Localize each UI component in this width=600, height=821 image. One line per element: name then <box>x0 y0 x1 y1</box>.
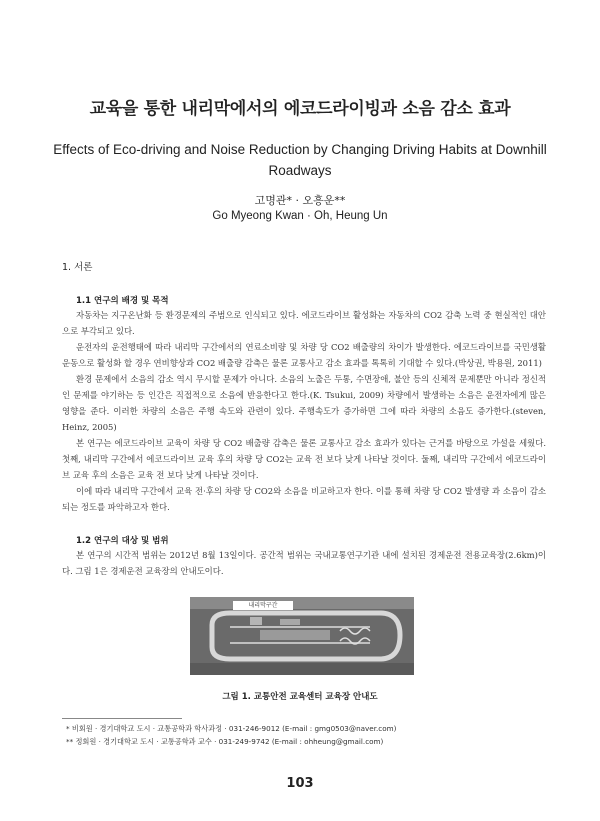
paragraph: 환경 문제에서 소음의 감소 역시 무시할 문제가 아니다. 소음의 노출은 두통, 수면장애, 불안 등의 신체적 문제뿐만 아니라 정신적인 문제를 야기하는 등 인간은 직접적으로 소음에 반응한다고 한다.(K. Tsukui, 2009) 차량에서 발생하는 소음은 운전자에게 많은 영향을 준다. 이러한 차량의 소음은 주행 속도와 관련이 있다. 주행속도가 증가하면 그에 따라 차량의 소음도 증가한다.(steven, Heinz, 2005) <box>62 374 546 432</box>
training-course-aerial-photo <box>190 597 414 675</box>
paragraph: 본 연구는 에코드라이브 교육이 차량 당 CO2 배출량 감축은 물론 교통사고 감소 효과가 있다는 근거를 바탕으로 가설을 세웠다. 첫째, 내리막 구간에서 에코드라이브 교육 후의 차량 당 CO2는 교육 전 보다 낮게 나타날 것이다. 둘째, 내리막 구간에서 에코드라이브 교육 후의 소음은 교육 전 보다 낮게 나타날 것이다. <box>62 438 546 480</box>
paper-title-english: Effects of Eco-driving and Noise Reduction by Changing Driving Habits at Downhill Roadways <box>53 142 547 178</box>
aerial-photo-drawing <box>190 597 414 675</box>
paragraph: 이에 따라 내리막 구간에서 교육 전·후의 차량 당 CO2와 소음을 비교하고자 한다. 이를 통해 차량 당 CO2 발생량 과 소음이 감소되는 정도를 파악하고자 한다. <box>62 486 546 512</box>
footnote-author-1: * 비회원 · 경기대학교 도시 · 교통공학과 학사과정 · 031-246-9012 (E-mail : gmg0503@naver.com) <box>66 724 397 733</box>
footnote-divider <box>62 718 182 719</box>
paragraph: 자동차는 지구온난화 등 환경문제의 주범으로 인식되고 있다. 에코드라이브 활성화는 자동차의 CO2 감축 노력 중 현실적인 대안으로 부각되고 있다. <box>62 310 546 336</box>
footnote-author-2: ** 정회원 · 경기대학교 도시 · 교통공학과 교수 · 031-249-9742 (E-mail : ohheung@gmail.com) <box>66 737 384 746</box>
authors-english: Go Myeong Kwan · Oh, Heung Un <box>212 210 388 222</box>
page-number: 103 <box>286 776 314 791</box>
section-heading-introduction: 1. 서론 <box>62 262 93 273</box>
figure-caption: 그림 1. 교통안전 교육센터 교육장 안내도 <box>222 692 378 702</box>
paragraph: 운전자의 운전행태에 따라 내리막 구간에서의 연료소비량 및 차량 당 CO2 배출량의 차이가 발생한다. 에코드라이브를 국민생활운동으로 활성화 할 경우 연비향상과 CO2 배출량 감축은 물론 교통사고 감소 효과를 톡톡히 기대할 수 있다.(박상권, 박용원, 2011) <box>62 342 546 368</box>
subsection-heading-background: 1.1 연구의 배경 및 목적 <box>76 296 169 306</box>
authors-korean: 고명관* · 오흥운** <box>254 194 346 207</box>
paper-title-korean: 교육을 통한 내리막에서의 에코드라이빙과 소음 감소 효과 <box>89 99 511 119</box>
paragraph: 본 연구의 시간적 범위는 2012년 8월 13일이다. 공간적 범위는 국내교통연구기관 내에 설치된 경제운전 전용교육장(2.6km)이다. 그림 1은 경제운전 교육장의 안내도이다. <box>62 550 546 576</box>
subsection-heading-scope: 1.2 연구의 대상 및 범위 <box>76 536 169 546</box>
body-section-1-1 <box>62 307 546 515</box>
body-section-1-2 <box>62 547 546 579</box>
figure-label-downhill-section: 내리막구간 <box>233 601 293 610</box>
